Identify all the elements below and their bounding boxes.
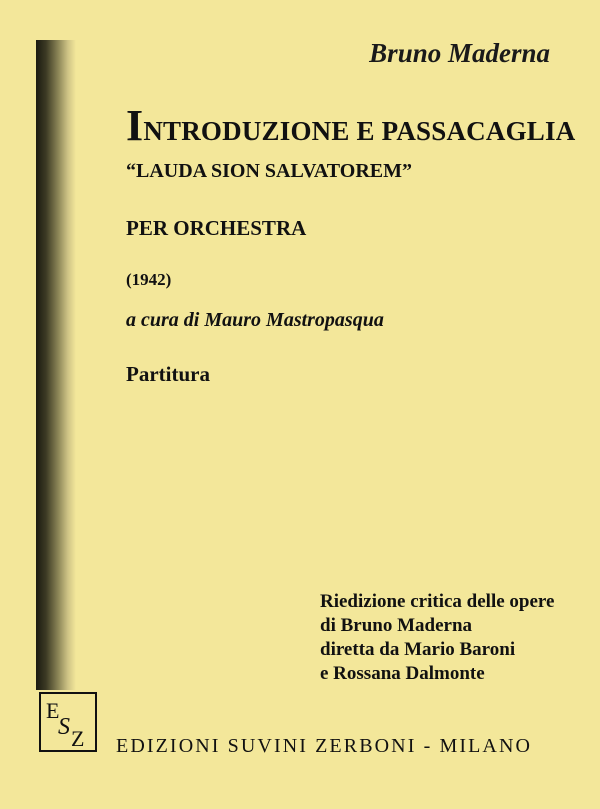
composition-year: (1942) (126, 270, 172, 289)
logo-letter-z: Z (71, 726, 85, 750)
composer-name: Bruno Maderna (369, 38, 550, 68)
series-line: Riedizione critica delle opere (320, 591, 555, 612)
work-title (126, 100, 575, 151)
instrumentation: PER ORCHESTRA (126, 216, 307, 240)
publisher-name: EDIZIONI SUVINI ZERBONI - MILANO (116, 735, 533, 757)
series-note (320, 590, 580, 686)
series-line: diretta da Mario Baroni (320, 639, 516, 660)
title-rest: NTRODUZIONE E PASSACAGLIA (143, 116, 576, 146)
editor-credit: a cura di Mauro Mastropasqua (126, 309, 384, 331)
title-initial: I (126, 101, 144, 150)
work-subtitle: “LAUDA SION SALVATOREM” (126, 160, 413, 182)
series-line: e Rossana Dalmonte (320, 663, 485, 684)
score-type: Partitura (126, 362, 210, 386)
decorative-shaded-bar (36, 40, 76, 690)
publisher-logo (39, 692, 97, 752)
series-line: di Bruno Maderna (320, 615, 473, 636)
esz-monogram-icon (41, 694, 95, 750)
logo-letter-e: E (46, 698, 60, 723)
logo-letter-s: S (58, 714, 70, 740)
